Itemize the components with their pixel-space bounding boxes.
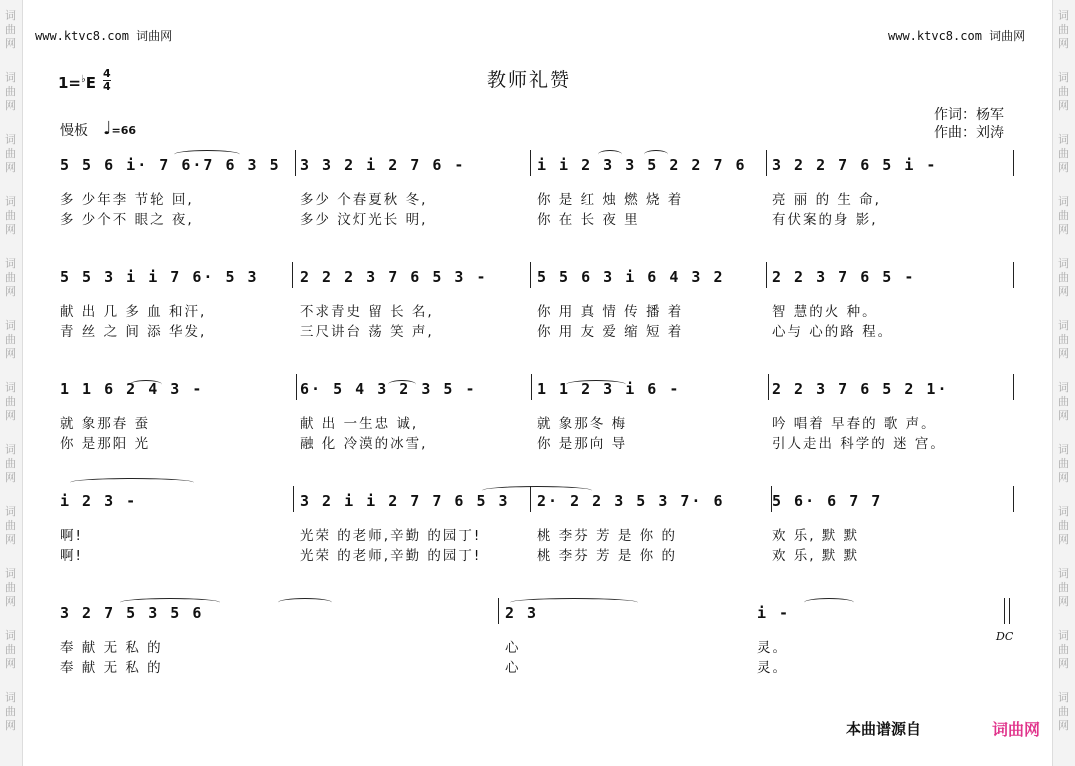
barline [1013,486,1014,512]
slur-mark [566,380,626,389]
side-watermark-char: 曲 [5,333,16,346]
barline [292,262,293,288]
source-label: 本曲谱源自 [846,720,922,738]
lyric-line-verse-2: 桃 李芬 芳 是 你 的 [537,548,677,564]
side-watermark-char: 词 [5,71,16,84]
side-watermark-char: 词 [1058,691,1069,704]
slur-mark [598,150,622,159]
lyric-line-verse-1: 欢 乐, 默 默 [772,528,860,544]
side-watermark-char: 词 [1058,629,1069,642]
side-watermark-char: 网 [5,471,16,484]
lyric-line-verse-1: 光荣 的老师,辛勤 的园丁! [300,528,482,544]
tempo-word: 慢板 [60,123,88,139]
barline [766,262,767,288]
side-watermark-char: 词 [1058,195,1069,208]
lyric-line-verse-1: 奉 献 无 私 的 [60,640,163,656]
side-watermark-char: 网 [1058,223,1069,236]
lyric-line-verse-2: 灵。 [757,660,788,676]
notation-measure: 2 2 3 7 6 5 2 1· [772,380,949,398]
barline [768,374,769,400]
key-signature [58,74,96,92]
side-watermark-char: 词 [5,319,16,332]
side-watermark-char: 网 [5,409,16,422]
barline [771,486,772,512]
barline [766,150,767,176]
side-watermark-char: 网 [1058,719,1069,732]
side-watermark-char: 曲 [1058,85,1069,98]
side-watermark-char: 词 [5,691,16,704]
lyric-line-verse-1: 多 少年李 节轮 回, [60,192,194,208]
lyricist: 作词：杨军 [934,107,1004,123]
lyric-line-verse-1: 你 是 红 烛 燃 烧 着 [537,192,684,208]
side-watermark-char: 网 [1058,471,1069,484]
side-watermark-char: 网 [5,595,16,608]
slur-mark [174,150,240,159]
side-watermark-char: 曲 [5,395,16,408]
side-watermark-char: 词 [1058,133,1069,146]
side-watermark-char: 曲 [1058,333,1069,346]
da-capo-mark: DC [996,630,1014,643]
side-watermark-char: 网 [1058,99,1069,112]
right-side-watermark-strip [1052,0,1075,766]
side-watermark-char: 词 [5,195,16,208]
quarter-note-icon: ♩ [103,118,112,139]
side-watermark-char: 词 [5,381,16,394]
barline [531,374,532,400]
lyric-line-verse-1: 吟 唱着 早春的 歌 声。 [772,416,937,432]
lyric-line-verse-2: 你 是那向 导 [537,436,628,452]
side-watermark-char: 网 [1058,161,1069,174]
side-watermark-char: 曲 [1058,147,1069,160]
slur-mark [120,598,220,607]
side-watermark-char: 曲 [5,519,16,532]
flat-sign: ♭ [81,74,86,85]
slur-mark [388,380,416,389]
side-watermark-char: 曲 [1058,395,1069,408]
lyric-line-verse-2: 引人走出 科学的 迷 宫。 [772,436,946,452]
lyric-line-verse-1: 献 出 几 多 血 和汗, [60,304,207,320]
notation-measure: 2 3 [505,604,539,622]
side-watermark-char: 曲 [1058,643,1069,656]
barline [293,486,294,512]
barline [1013,374,1014,400]
side-watermark-char: 曲 [1058,581,1069,594]
side-watermark-char: 曲 [5,457,16,470]
side-watermark-char: 词 [1058,71,1069,84]
notation-measure: 5 5 3 i i 7 6· 5 3 [60,268,259,286]
lyric-line-verse-1: 啊! [60,528,83,544]
lyric-line-verse-2: 心 [505,660,521,676]
notation-measure: i i 2 3 3 5 2 2 7 6 [537,156,747,174]
lyric-line-verse-2: 欢 乐, 默 默 [772,548,860,564]
side-watermark-char: 网 [5,533,16,546]
lyric-line-verse-2: 奉 献 无 私 的 [60,660,163,676]
side-watermark-char: 词 [1058,257,1069,270]
slur-mark [130,380,162,389]
time-top: 4 [103,67,111,80]
side-watermark-char: 曲 [1058,271,1069,284]
lyric-line-verse-1: 献 出 一生忠 诚, [300,416,419,432]
side-watermark-char: 词 [1058,505,1069,518]
side-watermark-char: 词 [5,567,16,580]
side-watermark-char: 词 [1058,443,1069,456]
side-watermark-char: 网 [1058,347,1069,360]
composer: 作曲：刘涛 [934,125,1004,141]
side-watermark-char: 曲 [5,705,16,718]
side-watermark-char: 网 [1058,657,1069,670]
tempo-marking [103,118,136,139]
side-watermark-char: 曲 [1058,519,1069,532]
side-watermark-char: 曲 [1058,23,1069,36]
lyric-line-verse-2: 啊! [60,548,83,564]
notation-measure: 3 2 2 7 6 5 i - [772,156,938,174]
side-watermark-char: 网 [5,347,16,360]
notation-measure: 3 3 2 i 2 7 6 - [300,156,466,174]
lyric-line-verse-2: 融 化 冷漠的冰雪, [300,436,428,452]
lyric-line-verse-1: 不求青史 留 长 名, [300,304,434,320]
side-watermark-char: 曲 [1058,209,1069,222]
lyric-line-verse-1: 桃 李芬 芳 是 你 的 [537,528,677,544]
notation-measure: 5 5 6 i· 7 6·7 6 3 5 [60,156,281,174]
lyric-line-verse-1: 多少 个春夏秋 冬, [300,192,428,208]
side-watermark-char: 网 [1058,37,1069,50]
side-watermark-char: 词 [5,257,16,270]
side-watermark-char: 网 [5,657,16,670]
side-watermark-char: 网 [1058,595,1069,608]
side-watermark-char: 词 [1058,319,1069,332]
side-watermark-char: 网 [5,161,16,174]
lyric-line-verse-2: 三尺讲台 荡 笑 声, [300,324,434,340]
time-signature [103,68,111,93]
tempo-value: =66 [111,124,137,137]
barline [498,598,499,624]
barline [530,150,531,176]
notation-measure: 2 2 3 7 6 5 - [772,268,916,286]
side-watermark-char: 词 [5,133,16,146]
lyric-line-verse-2: 心与 心的路 程。 [772,324,894,340]
side-watermark-char: 网 [1058,285,1069,298]
side-watermark-char: 曲 [1058,705,1069,718]
slur-mark [510,598,638,607]
lyric-line-verse-2: 你 是那阳 光 [60,436,151,452]
barline [1013,150,1014,176]
notation-measure: 3 2 7 5 3 5 6 [60,604,204,622]
side-watermark-char: 网 [5,223,16,236]
slur-mark [482,486,592,495]
lyric-line-verse-2: 光荣 的老师,辛勤 的园丁! [300,548,482,564]
lyric-line-verse-1: 就 象那春 蚕 [60,416,151,432]
barline [296,374,297,400]
barline [295,150,296,176]
lyric-line-verse-1: 你 用 真 情 传 播 着 [537,304,684,320]
lyric-line-verse-2: 多 少个不 眼之 夜, [60,212,194,228]
side-watermark-char: 词 [5,629,16,642]
side-watermark-char: 网 [5,99,16,112]
final-barline [1004,598,1010,624]
side-watermark-char: 网 [1058,409,1069,422]
side-watermark-char: 词 [1058,381,1069,394]
site-link-right[interactable]: www.ktvc8.com 词曲网 [888,29,1026,43]
notation-measure: i 2 3 - [60,492,138,510]
side-watermark-char: 词 [1058,567,1069,580]
side-watermark-char: 网 [5,37,16,50]
lyric-line-verse-2: 有伏案的身 影, [772,212,878,228]
brand-link[interactable]: 词曲网 [992,720,1041,739]
side-watermark-char: 曲 [5,271,16,284]
side-watermark-char: 词 [5,443,16,456]
lyric-line-verse-2: 多少 汶灯光长 明, [300,212,428,228]
notation-measure: 2 2 2 3 7 6 5 3 - [300,268,488,286]
song-title: 教师礼赞 [487,69,572,91]
side-watermark-char: 曲 [5,209,16,222]
side-watermark-char: 词 [5,9,16,22]
key-prefix: 1= [58,74,82,92]
notation-measure: 5 5 6 3 i 6 4 3 2 [537,268,725,286]
side-watermark-char: 网 [5,285,16,298]
side-watermark-char: 曲 [5,85,16,98]
slur-mark [804,598,854,607]
lyric-line-verse-1: 心 [505,640,521,656]
side-watermark-char: 曲 [5,23,16,36]
slur-mark [644,150,668,159]
slur-mark [278,598,332,607]
side-watermark-char: 曲 [5,643,16,656]
notation-measure: i - [757,604,791,622]
notation-measure: 5 6· 6 7 7 [772,492,883,510]
notation-measure: 6· 5 4 3 2 3 5 - [300,380,477,398]
time-bottom: 4 [103,80,111,93]
side-watermark-char: 曲 [5,581,16,594]
barline [1013,262,1014,288]
side-watermark-char: 词 [5,505,16,518]
site-link-left[interactable]: www.ktvc8.com 词曲网 [35,29,173,43]
side-watermark-char: 网 [1058,533,1069,546]
notation-measure: 3 2 i i 2 7 7 6 5 3 [300,492,510,510]
lyric-line-verse-1: 灵。 [757,640,788,656]
notation-measure: 1 1 2 3 i 6 - [537,380,681,398]
barline [530,262,531,288]
lyric-line-verse-1: 亮 丽 的 生 命, [772,192,881,208]
side-watermark-char: 词 [1058,9,1069,22]
left-side-watermark-strip [0,0,23,766]
side-watermark-char: 曲 [5,147,16,160]
lyric-line-verse-2: 青 丝 之 间 添 华发, [60,324,207,340]
lyric-line-verse-1: 智 慧的火 种。 [772,304,878,320]
notation-measure: 2· 2 2 3 5 3 7· 6 [537,492,725,510]
notation-measure: 1 1 6 2 4 3 - [60,380,204,398]
key-letter: E [85,74,96,92]
slur-mark [70,478,194,487]
lyric-line-verse-2: 你 在 长 夜 里 [537,212,640,228]
lyric-line-verse-1: 就 象那冬 梅 [537,416,628,432]
side-watermark-char: 曲 [1058,457,1069,470]
side-watermark-char: 网 [5,719,16,732]
lyric-line-verse-2: 你 用 友 爱 缩 短 着 [537,324,684,340]
